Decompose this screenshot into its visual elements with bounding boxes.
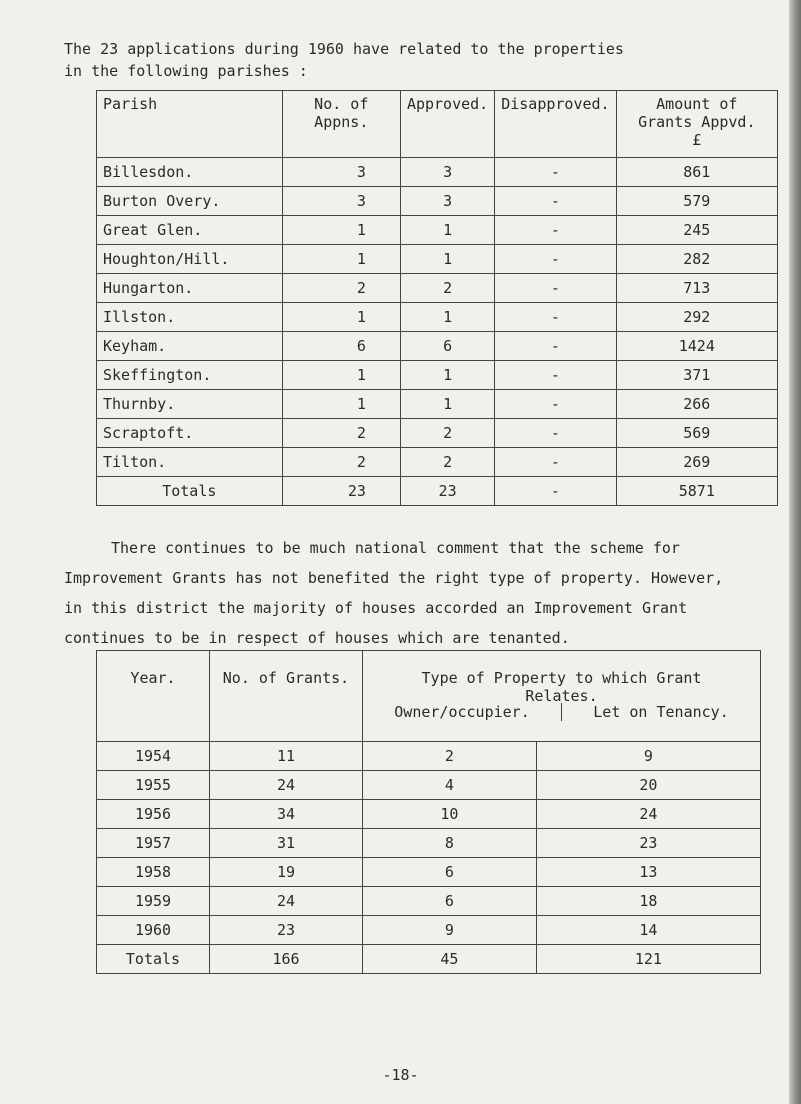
cell-year: 1959 (97, 887, 210, 916)
cell-approved: 6 (400, 332, 494, 361)
cell-amount: 269 (616, 448, 777, 477)
cell-disapproved: - (495, 448, 616, 477)
cell-owner: 4 (363, 771, 537, 800)
cell-approved: 1 (400, 303, 494, 332)
cell-tenancy: 20 (536, 771, 760, 800)
cell-appns: 1 (282, 303, 400, 332)
cell-year: 1960 (97, 916, 210, 945)
cell-appns: 1 (282, 245, 400, 274)
cell-grants: 11 (210, 742, 363, 771)
cell-approved: 23 (400, 477, 494, 506)
table-header-row (97, 651, 761, 742)
table-row (97, 332, 778, 361)
cell-approved: 2 (400, 419, 494, 448)
header-type-line2: Relates. (525, 687, 598, 705)
cell-grants: 19 (210, 858, 363, 887)
header-year: Year. (97, 651, 210, 742)
cell-appns: 23 (282, 477, 400, 506)
cell-approved: 1 (400, 361, 494, 390)
cell-grants: 31 (210, 829, 363, 858)
cell-disapproved: - (495, 274, 616, 303)
cell-disapproved: - (495, 419, 616, 448)
cell-owner: 10 (363, 800, 537, 829)
cell-tenancy: 24 (536, 800, 760, 829)
cell-parish: Skeffington. (97, 361, 283, 390)
cell-amount: 245 (616, 216, 777, 245)
cell-disapproved: - (495, 216, 616, 245)
totals-row (97, 945, 761, 974)
cell-approved: 1 (400, 245, 494, 274)
table-header-row (97, 91, 778, 158)
table-row (97, 361, 778, 390)
cell-year: 1958 (97, 858, 210, 887)
cell-amount: 579 (616, 187, 777, 216)
cell-approved: 3 (400, 158, 494, 187)
cell-owner: 8 (363, 829, 537, 858)
cell-grants: 23 (210, 916, 363, 945)
cell-parish: Burton Overy. (97, 187, 283, 216)
cell-tenancy: 18 (536, 887, 760, 916)
table-row (97, 858, 761, 887)
totals-row (97, 477, 778, 506)
table-row (97, 158, 778, 187)
cell-disapproved: - (495, 303, 616, 332)
cell-grants: 34 (210, 800, 363, 829)
cell-parish: Keyham. (97, 332, 283, 361)
table-row (97, 829, 761, 858)
cell-appns: 3 (282, 158, 400, 187)
cell-disapproved: - (495, 245, 616, 274)
cell-amount: 282 (616, 245, 777, 274)
paragraph-line-3: in this district the majority of houses accorded an Improvement Grant (64, 599, 688, 617)
cell-amount: 266 (616, 390, 777, 419)
cell-parish: Hungarton. (97, 274, 283, 303)
cell-year: 1957 (97, 829, 210, 858)
cell-disapproved: - (495, 390, 616, 419)
cell-approved: 1 (400, 216, 494, 245)
parish-grants-table (96, 90, 778, 506)
cell-parish: Tilton. (97, 448, 283, 477)
header-amount-currency: £ (692, 131, 702, 149)
header-parish: Parish (97, 91, 283, 158)
cell-appns: 2 (282, 274, 400, 303)
table-row (97, 216, 778, 245)
cell-grants: 24 (210, 771, 363, 800)
cell-approved: 2 (400, 274, 494, 303)
cell-appns: 6 (282, 332, 400, 361)
cell-owner: 6 (363, 887, 537, 916)
cell-disapproved: - (495, 187, 616, 216)
table-row (97, 800, 761, 829)
table-row (97, 303, 778, 332)
cell-amount: 861 (616, 158, 777, 187)
header-appns (282, 91, 400, 158)
cell-approved: 2 (400, 448, 494, 477)
header-amount-line2: Grants Appvd. (638, 113, 756, 131)
cell-owner: 9 (363, 916, 537, 945)
cell-appns: 2 (282, 448, 400, 477)
header-type-line1: Type of Property to which Grant (421, 669, 702, 687)
table-row (97, 390, 778, 419)
intro-line-1: The 23 applications during 1960 have related to the properties (64, 40, 624, 58)
intro-text (64, 38, 764, 82)
table-row (97, 187, 778, 216)
cell-grants: 166 (210, 945, 363, 974)
cell-parish: Scraptoft. (97, 419, 283, 448)
page-edge-shadow (789, 0, 801, 1104)
header-subcolumns (363, 703, 760, 721)
table-row (97, 916, 761, 945)
header-amount-line1: Amount of (656, 95, 738, 113)
cell-totals-label: Totals (97, 945, 210, 974)
yearly-grants-table (96, 650, 761, 974)
cell-amount: 569 (616, 419, 777, 448)
cell-approved: 1 (400, 390, 494, 419)
header-tenancy: Let on Tenancy. (593, 703, 729, 721)
cell-appns: 1 (282, 216, 400, 245)
cell-amount: 1424 (616, 332, 777, 361)
table-row (97, 274, 778, 303)
header-property-type (363, 651, 761, 742)
cell-year: 1955 (97, 771, 210, 800)
cell-year: 1954 (97, 742, 210, 771)
cell-parish: Houghton/Hill. (97, 245, 283, 274)
header-appns-line1: No. of (314, 95, 369, 113)
cell-owner: 6 (363, 858, 537, 887)
cell-tenancy: 14 (536, 916, 760, 945)
cell-appns: 1 (282, 390, 400, 419)
table-row (97, 771, 761, 800)
table-row (97, 887, 761, 916)
cell-disapproved: - (495, 361, 616, 390)
cell-grants: 24 (210, 887, 363, 916)
cell-tenancy: 23 (536, 829, 760, 858)
table-row (97, 419, 778, 448)
cell-parish: Great Glen. (97, 216, 283, 245)
cell-disapproved: - (495, 477, 616, 506)
header-appns-line2: Appns. (314, 113, 369, 131)
cell-amount: 371 (616, 361, 777, 390)
cell-appns: 1 (282, 361, 400, 390)
cell-amount: 292 (616, 303, 777, 332)
page-number: -18- (382, 1066, 419, 1084)
cell-amount: 713 (616, 274, 777, 303)
header-owner: Owner/occupier. (363, 703, 562, 721)
cell-year: 1956 (97, 800, 210, 829)
header-grants: No. of Grants. (210, 651, 363, 742)
cell-appns: 3 (282, 187, 400, 216)
cell-disapproved: - (495, 332, 616, 361)
cell-owner: 2 (363, 742, 537, 771)
cell-tenancy: 121 (536, 945, 760, 974)
paragraph-line-1: There continues to be much national comment that the scheme for (111, 539, 680, 557)
cell-approved: 3 (400, 187, 494, 216)
cell-tenancy: 9 (536, 742, 760, 771)
header-amount (616, 91, 777, 158)
table-row (97, 448, 778, 477)
intro-line-2: in the following parishes : (64, 62, 308, 80)
paragraph-line-4: continues to be in respect of houses which are tenanted. (64, 629, 570, 647)
cell-owner: 45 (363, 945, 537, 974)
cell-appns: 2 (282, 419, 400, 448)
cell-amount: 5871 (616, 477, 777, 506)
cell-tenancy: 13 (536, 858, 760, 887)
header-disapproved: Disapproved. (495, 91, 616, 158)
cell-parish: Billesdon. (97, 158, 283, 187)
cell-parish: Illston. (97, 303, 283, 332)
header-approved: Approved. (400, 91, 494, 158)
commentary-paragraph (64, 533, 779, 653)
paragraph-line-2: Improvement Grants has not benefited the right type of property. However, (64, 569, 724, 587)
cell-totals-label: Totals (97, 477, 283, 506)
table-row (97, 742, 761, 771)
cell-parish: Thurnby. (97, 390, 283, 419)
table-row (97, 245, 778, 274)
cell-disapproved: - (495, 158, 616, 187)
